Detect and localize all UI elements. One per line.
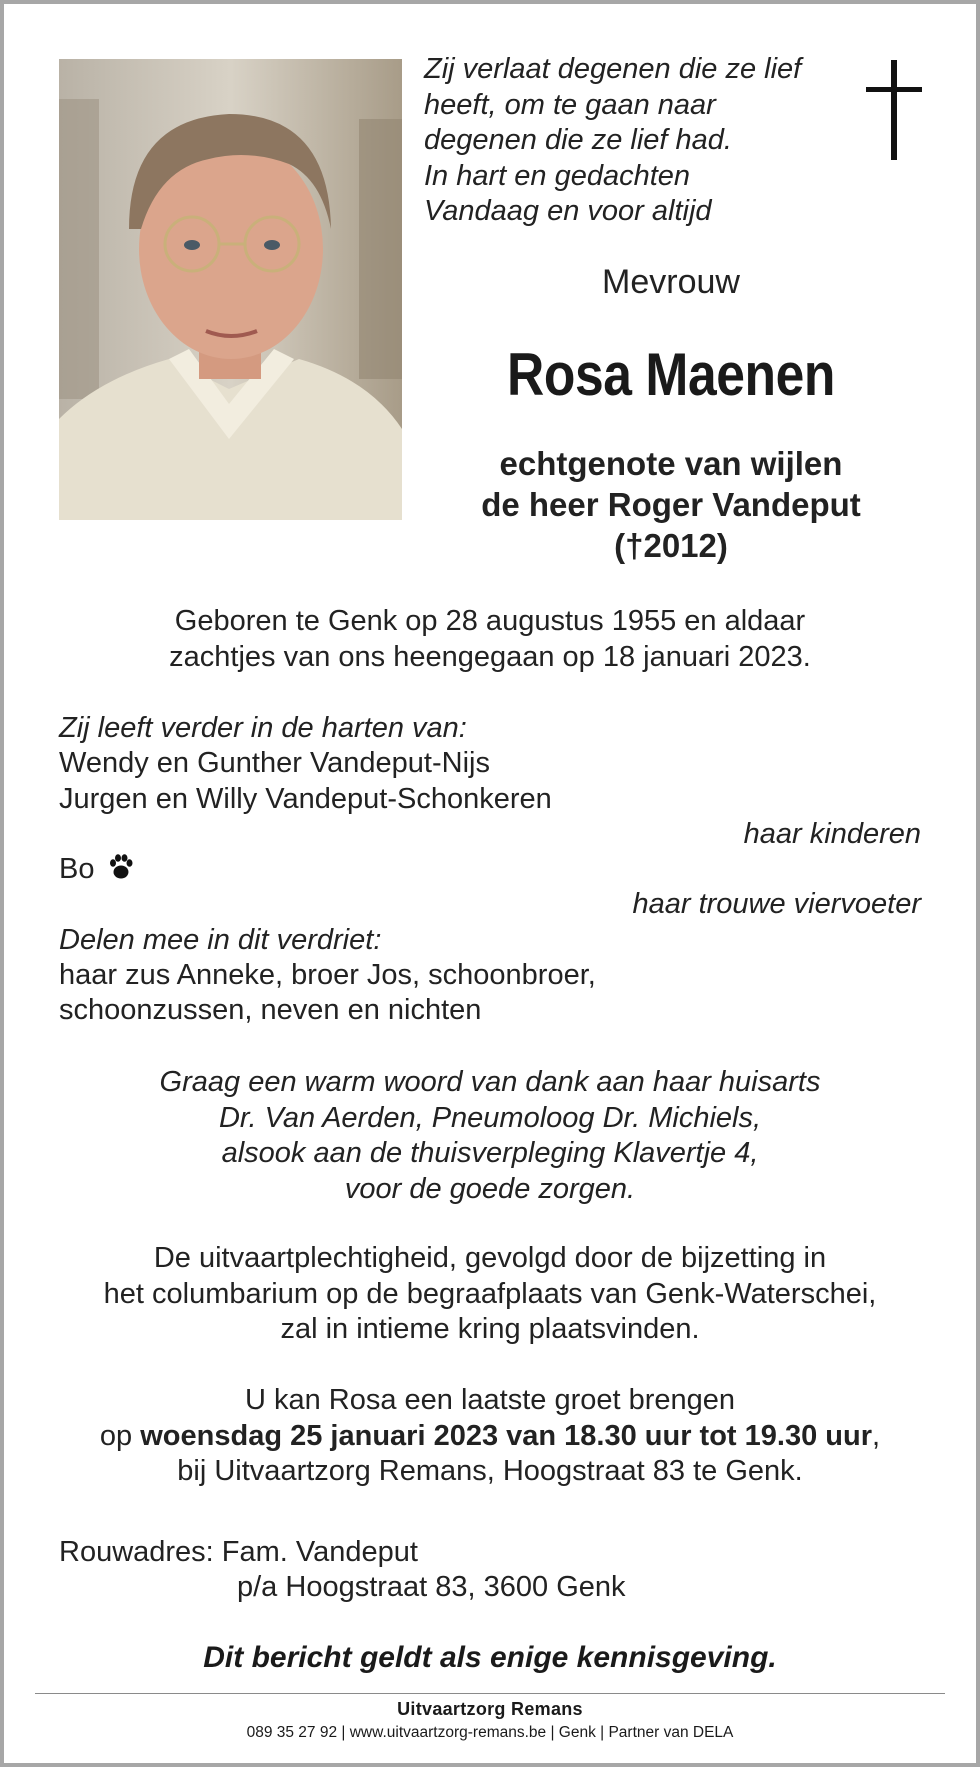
memorial-poem: [424, 52, 844, 230]
funeral-home-name: Uitvaartzorg Remans: [397, 1699, 583, 1719]
birth-death-block: [20, 604, 960, 675]
birth-death-line: Geboren te Genk op 28 augustus 1955 en aldaar: [174, 605, 806, 637]
footer-divider: [35, 1693, 945, 1694]
pet-entry: [59, 852, 135, 888]
spouse-info: [424, 443, 918, 566]
thanks-line: Graag een warm woord van dank aan haar huisarts: [159, 1066, 821, 1098]
visit-when-line: [20, 1419, 960, 1455]
poem-line: degenen die ze lief had.: [424, 124, 732, 156]
visit-datetime: woensdag 25 januari 2023 van 18.30 uur tot 19.30 uur: [140, 1419, 872, 1452]
spouse-line: de heer Roger Vandeput: [481, 486, 861, 523]
poem-line: In hart en gedachten: [424, 159, 691, 192]
paw-icon: [107, 853, 135, 881]
portrait-photo: [59, 59, 402, 520]
thanks-line: alsook aan de thuisverpleging Klavertje 4,: [221, 1137, 759, 1169]
others-line: schoonzussen, neven en nichten: [59, 994, 482, 1026]
pet-label: haar trouwe viervoeter: [632, 888, 921, 920]
birth-death-line: zachtjes van ons heengegaan op 18 januari 2023.: [169, 640, 811, 673]
child-entry: Wendy en Gunther Vandeput-Nijs: [59, 747, 490, 779]
poem-line: heeft, om te gaan naar: [424, 88, 716, 121]
visit-block: [20, 1383, 960, 1490]
thanks-line: voor de goede zorgen.: [344, 1172, 636, 1205]
notice-text: Dit bericht geldt als enige kennisgeving.: [203, 1641, 777, 1674]
ceremony-line: zal in intieme kring plaatsvinden.: [280, 1313, 700, 1345]
cross-icon: [866, 60, 922, 160]
deceased-name: Rosa Maenen: [507, 341, 835, 408]
others-intro: Delen mee in dit verdriet:: [59, 924, 382, 956]
visit-location: bij Uitvaartzorg Remans, Hoogstraat 83 te Genk.: [177, 1455, 803, 1487]
pet-name: Bo: [59, 853, 95, 885]
poem-line: Vandaag en voor altijd: [424, 195, 712, 227]
ceremony-line: het columbarium op de begraafplaats van Genk-Waterschei,: [103, 1277, 877, 1310]
child-entry: Jurgen en Willy Vandeput-Schonkeren: [59, 783, 552, 815]
visit-suffix: ,: [872, 1419, 881, 1452]
visit-prefix: op: [99, 1419, 141, 1452]
thanks-line: Dr. Van Aerden, Pneumoloog Dr. Michiels,: [218, 1101, 762, 1134]
children-label: haar kinderen: [743, 818, 921, 850]
ceremony-line: De uitvaartplechtigheid, gevolgd door de bijzetting in: [153, 1242, 827, 1274]
address-line: p/a Hoogstraat 83, 3600 Genk: [237, 1571, 626, 1603]
thanks-block: [20, 1065, 960, 1207]
funeral-home-contact: 089 35 27 92 | www.uitvaartzorg-remans.be | Genk | Partner van DELA: [246, 1724, 734, 1741]
visit-line: U kan Rosa een laatste groet brengen: [244, 1384, 736, 1416]
spouse-line: (†2012): [614, 527, 728, 564]
address-line: Rouwadres: Fam. Vandeput: [59, 1536, 418, 1568]
poem-line: Zij verlaat degenen die ze lief: [424, 53, 802, 85]
others-line: haar zus Anneke, broer Jos, schoonbroer,: [59, 959, 596, 991]
ceremony-block: [20, 1241, 960, 1348]
spouse-line: echtgenote van wijlen: [499, 445, 843, 482]
honorific-title: Mevrouw: [602, 263, 740, 301]
family-intro: Zij leeft verder in de harten van:: [59, 712, 467, 744]
